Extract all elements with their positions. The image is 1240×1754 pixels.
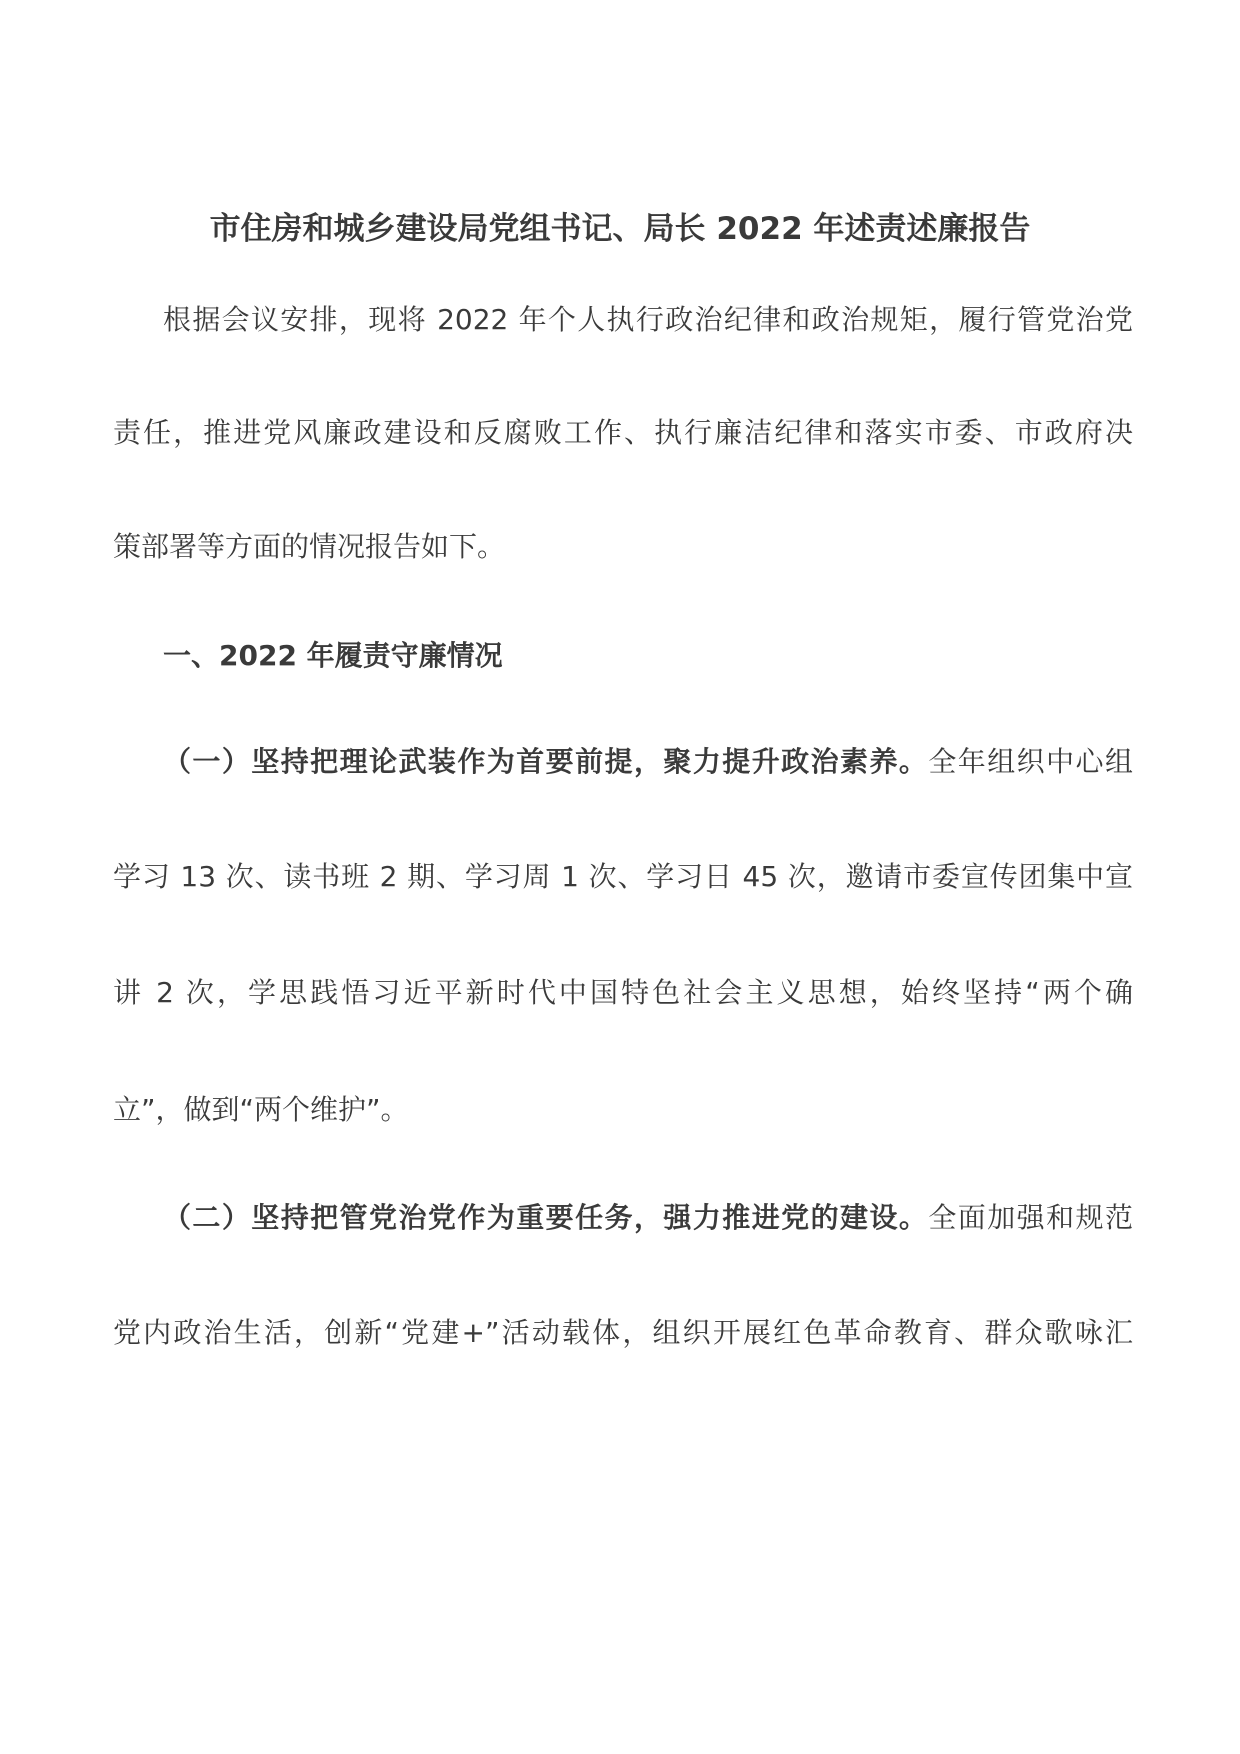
section-heading: 一、2022 年履责守廉情况 <box>163 639 503 672</box>
item2-line-1 <box>163 1198 1133 1238</box>
item2-bold-lead: （二）坚持把管党治党作为重要任务，强力推进党的建设。 <box>163 1201 929 1234</box>
intro-line-1: 根据会议安排，现将 2022 年个人执行政治纪律和政治规矩，履行管党治党 <box>163 303 1133 336</box>
item1-line-3: 讲 2 次，学思践悟习近平新时代中国特色社会主义思想，始终坚持“两个确 <box>113 976 1133 1009</box>
item1-bold-lead: （一）坚持把理论武装作为首要前提，聚力提升政治素养。 <box>163 745 929 778</box>
document-title: 市住房和城乡建设局党组书记、局长 2022 年述责述廉报告 <box>209 211 1031 247</box>
item1-line-4: 立”，做到“两个维护”。 <box>113 1093 409 1126</box>
item1-line1-rest: 全年组织中心组 <box>928 745 1133 778</box>
item2-line-2: 党内政治生活，创新“党建+”活动载体，组织开展红色革命教育、群众歌咏汇 <box>113 1316 1133 1349</box>
intro-line-3: 策部署等方面的情况报告如下。 <box>113 530 506 563</box>
item2-line1-rest: 全面加强和规范 <box>928 1201 1133 1234</box>
item1-line-2: 学习 13 次、读书班 2 期、学习周 1 次、学习日 45 次，邀请市委宣传团集中宣 <box>113 860 1133 893</box>
item1-line-1 <box>163 742 1133 782</box>
intro-line-2: 责任，推进党风廉政建设和反腐败工作、执行廉洁纪律和落实市委、市政府决 <box>113 416 1133 449</box>
